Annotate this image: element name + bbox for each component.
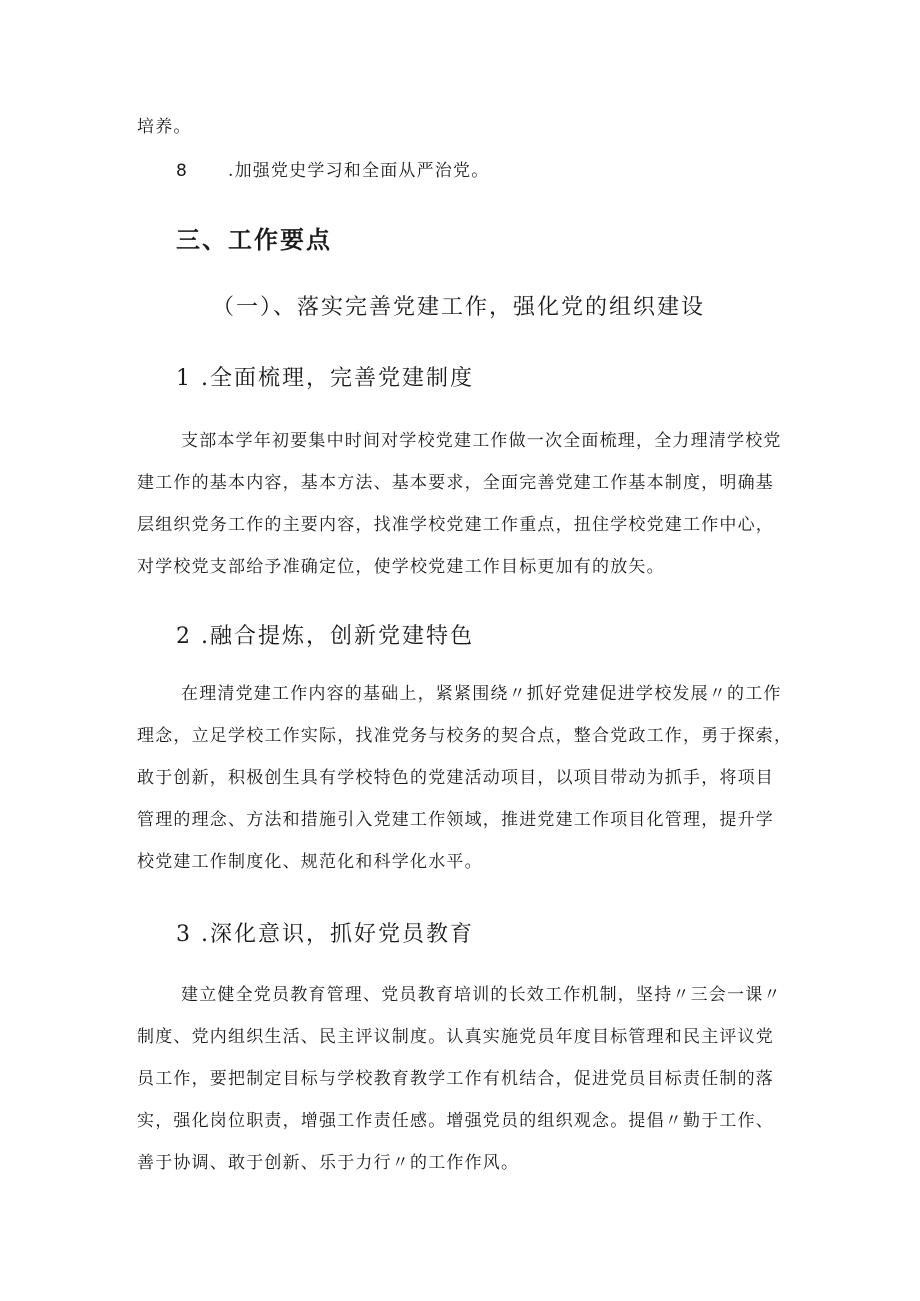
list-item-8 <box>176 156 489 181</box>
paragraph-line: 员工作，要把制定目标与学校教育教学工作有机结合，促进党员目标责任制的落 <box>137 1069 774 1089</box>
subsection-heading: （一）、落实完善党建工作，强化党的组织建设 <box>212 295 706 320</box>
paragraph-line: 支部本学年初要集中时间对学校党建工作做一次全面梳理，全力理清学校党 <box>181 431 782 451</box>
paragraph-line: 善于协调、敢于创新、乐于力行〃的工作作风。 <box>137 1153 520 1173</box>
list-item-text: .加强党史学习和全面从严治党。 <box>228 161 490 181</box>
paragraph-line: 层组织党务工作的主要内容，找准学校党建工作重点，扭住学校党建工作中心， <box>137 515 774 535</box>
paragraph-line: 在理清党建工作内容的基础上，紧紧围绕〃抓好党建促进学校发展〃的工作 <box>181 684 782 704</box>
section-heading: 三、工作要点 <box>176 225 332 254</box>
paragraph-line: 建工作的基本内容，基本方法、基本要求，全面完善党建工作基本制度，明确基 <box>137 473 774 493</box>
paragraph-line: 敢于创新，积极创生具有学校特色的党建活动项目，以项目带动为抓手，将项目 <box>137 768 774 788</box>
paragraph-line: 建立健全党员教育管理、党员教育培训的长效工作机制，坚持〃三会一课〃 <box>181 985 782 1005</box>
paragraph-line: 校党建工作制度化、规范化和科学化水平。 <box>137 852 483 872</box>
paragraph-line: 对学校党支部给予准确定位，使学校党建工作目标更加有的放矢。 <box>137 557 665 577</box>
paragraph-line: 实，强化岗位职责，增强工作责任感。增强党员的组织观念。提倡〃勤于工作、 <box>137 1111 774 1131</box>
paragraph-line: 制度、党内组织生活、民主评议制度。认真实施党员年度目标管理和民主评议党 <box>137 1027 774 1047</box>
paragraph-3 <box>137 974 797 1184</box>
paragraph-line: 理念，立足学校工作实际，找准党务与校务的契合点，整合党政工作，勇于探索， <box>137 726 793 746</box>
item-heading-1: 1 .全面梳理，完善党建制度 <box>176 366 474 391</box>
list-item-number: 8 <box>176 161 189 181</box>
paragraph-2 <box>137 673 797 883</box>
continuation-text: 培养。 <box>137 117 192 137</box>
paragraph-1 <box>137 420 797 588</box>
item-heading-3: 3 .深化意识，抓好党员教育 <box>176 922 474 947</box>
item-heading-2: 2 .融合提炼，创新党建特色 <box>176 624 474 649</box>
paragraph-line: 管理的理念、方法和措施引入党建工作领域，推进党建工作项目化管理，提升学 <box>137 810 774 830</box>
